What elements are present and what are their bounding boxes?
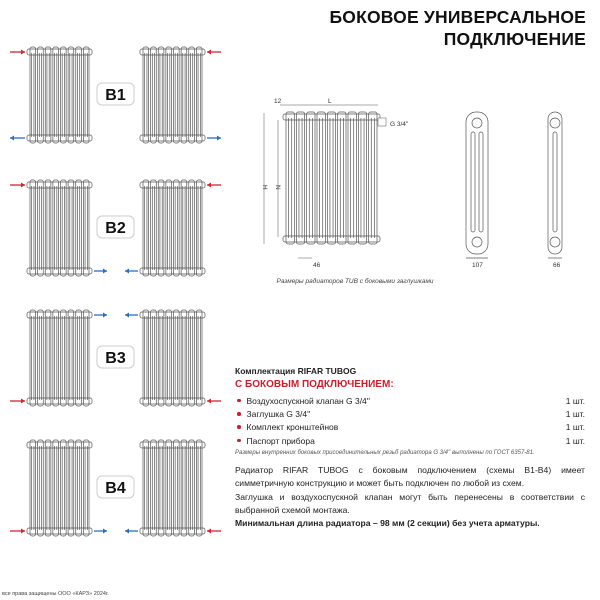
flow-arrow-icon	[125, 529, 138, 534]
bullet-icon	[237, 439, 241, 443]
radiator-header	[140, 312, 205, 318]
radiator-section	[76, 47, 82, 143]
bullet-icon	[237, 399, 241, 403]
radiator-header	[140, 398, 205, 404]
radiator-section	[358, 112, 366, 244]
scheme-label	[97, 476, 134, 498]
side-view-107	[466, 112, 488, 258]
radiator-section	[53, 47, 59, 143]
radiator-icon	[140, 47, 205, 143]
flow-arrow-icon	[94, 529, 107, 534]
radiator-section	[68, 310, 74, 406]
radiator-section	[166, 47, 172, 143]
radiator-section	[45, 47, 51, 143]
kit-item-qty: 1 шт.	[565, 422, 585, 433]
kit-item	[235, 421, 585, 434]
radiator-section	[174, 180, 180, 276]
connection-port	[550, 237, 560, 247]
radiator-section	[181, 310, 187, 406]
scheme-label-text: B4	[105, 480, 126, 497]
radiator-header	[27, 135, 92, 141]
radiator-section	[369, 112, 377, 244]
arrow-head	[103, 269, 107, 274]
radiator-section	[307, 112, 315, 244]
radiator-section	[166, 440, 172, 536]
radiator-header	[140, 182, 205, 188]
side-view-66	[548, 112, 562, 258]
radiator-section	[68, 180, 74, 276]
radiator-section	[76, 310, 82, 406]
radiator-section	[53, 440, 59, 536]
scheme-label-text: B2	[105, 220, 126, 237]
connection-port	[472, 237, 482, 247]
description-p2: Заглушка и воздухоспускной клапан могут быть перенесены в соответствии с выбранной схемой монтажа.	[235, 491, 585, 515]
arrow-head	[207, 50, 211, 55]
radiator-icon	[140, 310, 205, 406]
radiator-section	[196, 310, 202, 406]
dim-107-label: 107	[472, 262, 483, 269]
radiator-section	[83, 47, 89, 143]
radiator-section	[76, 440, 82, 536]
flow-arrow-icon	[94, 313, 107, 318]
flow-arrow-icon	[125, 269, 138, 274]
radiator-section	[53, 310, 59, 406]
radiator-section	[45, 180, 51, 276]
scheme-label	[97, 216, 134, 238]
arrow-head	[207, 529, 211, 534]
radiator-section	[68, 440, 74, 536]
radiator-section	[30, 310, 36, 406]
kit-item-qty: 1 шт.	[565, 435, 585, 446]
radiator-section	[158, 440, 164, 536]
radiator-section	[151, 310, 157, 406]
kit-item	[235, 394, 585, 407]
kit-list	[235, 394, 585, 447]
radiator-header	[27, 312, 92, 318]
flow-arrow-icon	[10, 183, 25, 188]
bullet-icon	[237, 412, 241, 416]
flow-arrow-icon	[10, 529, 25, 534]
dim-46-label: 46	[313, 262, 321, 269]
kit-item	[235, 434, 585, 447]
kit-heading: Комплектация RIFAR TUBOG	[235, 366, 357, 376]
radiator-section	[68, 47, 74, 143]
radiator-header	[140, 49, 205, 55]
radiator-header	[140, 442, 205, 448]
radiator-section	[166, 180, 172, 276]
kit-item-name: Комплект кронштейнов	[246, 422, 339, 433]
title-line-2: ПОДКЛЮЧЕНИЕ	[443, 29, 586, 49]
radiator-section	[189, 180, 195, 276]
radiator-icon	[140, 440, 205, 536]
scheme-label	[97, 83, 134, 105]
radiator-section	[158, 310, 164, 406]
flow-arrow-icon	[94, 269, 107, 274]
scheme-label-text: B3	[105, 350, 126, 367]
radiator-section	[143, 440, 149, 536]
radiator-section	[151, 47, 157, 143]
scheme-label	[97, 346, 134, 368]
radiator-section	[83, 310, 89, 406]
radiator-section	[45, 310, 51, 406]
arrow-head	[21, 529, 25, 534]
radiator-section	[53, 180, 59, 276]
radiator-icon	[27, 180, 92, 276]
kit-item	[235, 407, 585, 420]
copyright: все права защищены ООО «КАРЗ» 2024г.	[2, 591, 109, 597]
arrow-head	[21, 399, 25, 404]
radiator-header	[27, 442, 92, 448]
kit-item-name: Заглушка G 3/4''	[246, 408, 311, 419]
description	[235, 464, 585, 530]
description-min-length: Минимальная длина радиатора – 98 мм (2 секции) без учета арматуры.	[235, 518, 540, 529]
arrow-head	[125, 529, 129, 534]
description-p1: Радиатор RIFAR TUBOG с боковым подключением (схемы B1-B4) имеет симметричную конструкцию и может быть подключен по любой из схем.	[235, 465, 585, 489]
radiator-section	[296, 112, 304, 244]
dim-H-label: H	[261, 185, 268, 190]
scheme-label-text: B1	[105, 87, 126, 104]
radiator-section	[151, 180, 157, 276]
radiator-section	[189, 310, 195, 406]
kit-section	[235, 366, 585, 456]
flow-arrow-icon	[207, 136, 221, 141]
radiator-section	[38, 440, 44, 536]
connection-port	[550, 118, 560, 128]
flow-arrow-icon	[207, 50, 221, 55]
radiator-section	[143, 47, 149, 143]
radiator-section	[189, 440, 195, 536]
radiator-section	[38, 47, 44, 143]
thread-fitting	[378, 118, 386, 126]
arrow-head	[21, 183, 25, 188]
arrow-head	[103, 529, 107, 534]
page-title	[329, 6, 586, 50]
radiator-section	[181, 440, 187, 536]
radiator-section	[181, 47, 187, 143]
radiator-section	[30, 180, 36, 276]
radiator-icon	[27, 310, 92, 406]
radiator-header	[140, 528, 205, 534]
arrow-head	[125, 313, 129, 318]
thread-note: Размеры внутренних боковых присоединительных резьб радиатора G 3/4'' выполнены по ГОСТ 6357-81.	[235, 450, 535, 457]
radiator-section	[143, 310, 149, 406]
arrow-head	[207, 399, 211, 404]
radiator-section	[30, 440, 36, 536]
flow-arrow-icon	[125, 313, 138, 318]
radiator-section	[61, 440, 67, 536]
radiator-header	[140, 268, 205, 274]
dim-L-label: L	[328, 98, 332, 105]
radiator-section	[45, 440, 51, 536]
arrow-head	[10, 136, 14, 141]
radiator-section	[158, 47, 164, 143]
radiator-icon	[140, 180, 205, 276]
flow-arrow-icon	[207, 399, 221, 404]
flow-arrow-icon	[10, 399, 25, 404]
flow-arrow-icon	[207, 183, 221, 188]
radiator-section	[338, 112, 346, 244]
radiator-section	[174, 310, 180, 406]
flow-arrow-icon	[207, 529, 221, 534]
flow-arrow-icon	[10, 50, 25, 55]
arrow-head	[103, 313, 107, 318]
kit-item-qty: 1 шт.	[565, 395, 585, 406]
radiator-section	[317, 112, 325, 244]
radiator-section	[61, 180, 67, 276]
radiator-icon	[27, 440, 92, 536]
radiator-section	[181, 180, 187, 276]
radiator-section	[83, 180, 89, 276]
radiator-section	[196, 47, 202, 143]
radiator-section	[166, 310, 172, 406]
arrow-head	[125, 269, 129, 274]
radiator-section	[189, 47, 195, 143]
radiator-header	[27, 182, 92, 188]
radiator-header	[27, 528, 92, 534]
kit-item-name: Воздухоспускной клапан G 3/4''	[246, 395, 371, 406]
dim-66-label: 66	[553, 262, 561, 269]
radiator-icon	[27, 47, 92, 143]
radiator-section	[61, 47, 67, 143]
radiator-section	[76, 180, 82, 276]
arrow-head	[207, 183, 211, 188]
radiator-section	[286, 112, 294, 244]
arrow-head	[21, 50, 25, 55]
tube	[479, 132, 483, 232]
side-view-body	[466, 112, 488, 254]
dimension-drawing	[230, 90, 590, 275]
title-line-1: БОКОВОЕ УНИВЕРСАЛЬНОЕ	[329, 7, 586, 27]
radiator-section	[174, 47, 180, 143]
radiator-section	[158, 180, 164, 276]
radiator-section	[174, 440, 180, 536]
radiator-icon	[283, 112, 380, 244]
radiator-section	[38, 310, 44, 406]
tube	[471, 132, 475, 232]
connection-schemes	[0, 0, 225, 560]
tube	[553, 132, 557, 232]
kit-item-qty: 1 шт.	[565, 408, 585, 419]
radiator-header	[140, 135, 205, 141]
radiator-section	[151, 440, 157, 536]
radiator-section	[30, 47, 36, 143]
arrow-head	[217, 136, 221, 141]
kit-subheading: С БОКОВЫМ ПОДКЛЮЧЕНИЕМ:	[235, 379, 394, 390]
radiator-header	[27, 49, 92, 55]
radiator-section	[83, 440, 89, 536]
connection-port	[472, 118, 482, 128]
radiator-section	[143, 180, 149, 276]
kit-item-name: Паспорт прибора	[246, 435, 315, 446]
radiator-section	[61, 310, 67, 406]
radiator-header	[27, 398, 92, 404]
bullet-icon	[237, 425, 241, 429]
radiator-section	[196, 440, 202, 536]
radiator-section	[38, 180, 44, 276]
dim-12-label: 12	[274, 98, 282, 105]
radiator-section	[327, 112, 335, 244]
flow-arrow-icon	[10, 136, 25, 141]
drawing-caption: Размеры радиаторов TUB с боковыми заглушками	[276, 278, 434, 285]
thread-label: G 3/4''	[390, 121, 409, 128]
dim-N-label: N	[274, 185, 281, 190]
radiator-header	[27, 268, 92, 274]
radiator-section	[196, 180, 202, 276]
radiator-section	[348, 112, 356, 244]
